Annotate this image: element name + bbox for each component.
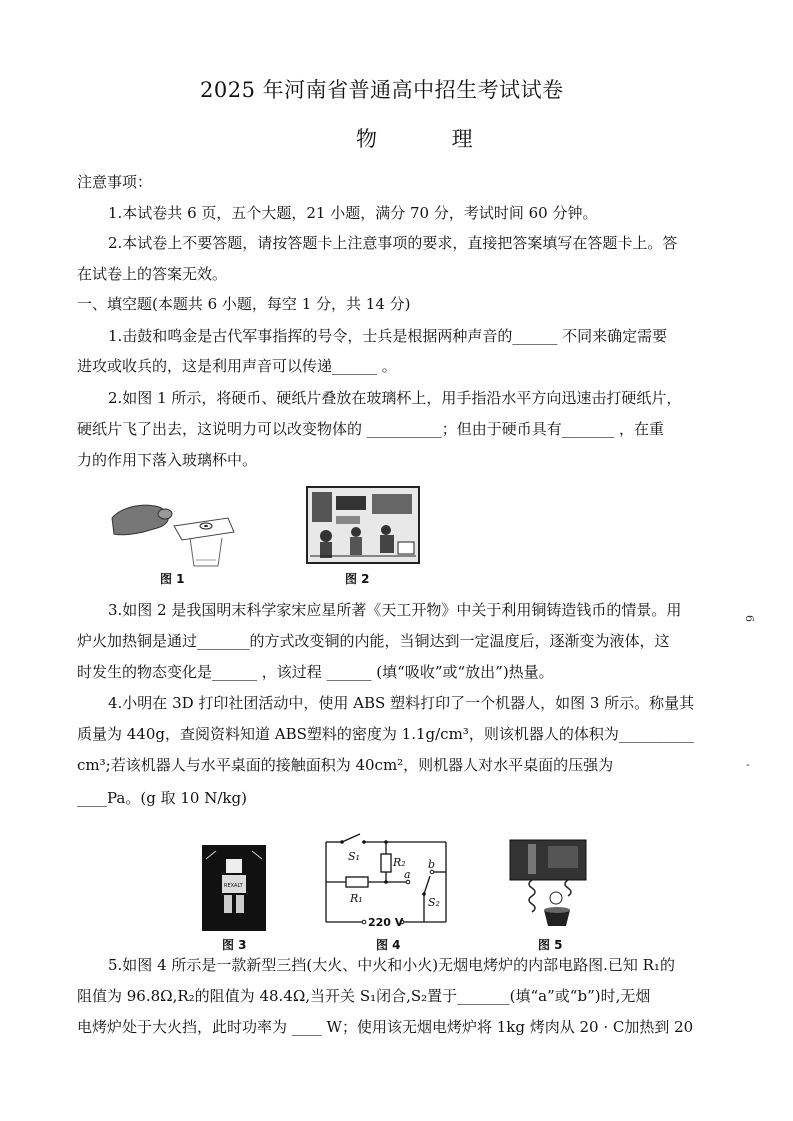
question-4-line-2: 质量为 440g，查阅资料知道 ABS塑料的密度为 1.1g/cm³，则该机器人的体积为__________ bbox=[77, 725, 694, 743]
notice-item-2-line-2: 在试卷上的答案无效。 bbox=[77, 265, 228, 283]
figure-4-b-label: b bbox=[428, 858, 436, 871]
exam-title: 2025 年河南省普通高中招生考试试卷 bbox=[200, 78, 564, 102]
question-1-line-1: 1.击鼓和鸣金是古代军事指挥的号令，士兵是根据两种声音的______ 不同来确定需要 bbox=[108, 327, 668, 345]
question-4-line-4: ____Pa。(g 取 10 N/kg) bbox=[77, 789, 247, 807]
figure-4-s2-label: S₂ bbox=[428, 896, 440, 909]
margin-mark-2: - bbox=[746, 758, 750, 771]
figure-3-label: REXALT bbox=[224, 883, 243, 889]
figure-4-voltage-label: 220 V bbox=[368, 916, 404, 929]
figure-2-caption: 图 2 bbox=[345, 572, 370, 586]
notice-item-2-line-1: 2.本试卷上不要答题，请按答题卡上注意事项的要求，直接把答案填写在答题卡上。答 bbox=[108, 234, 678, 252]
question-2-line-1: 2.如图 1 所示，将硬币、硬纸片叠放在玻璃杯上，用手指沿水平方向迅速击打硬纸片， bbox=[108, 389, 682, 407]
figure-2-image bbox=[306, 486, 420, 564]
question-3-line-1: 3.如图 2 是我国明末科学家宋应星所著《天工开物》中关于利用铜铸造钱币的情景。用 bbox=[108, 601, 682, 619]
question-1-line-2: 进攻或收兵的，这是利用声音可以传递______ 。 bbox=[77, 357, 397, 375]
question-2-line-2: 硬纸片飞了出去，这说明力可以改变物体的 __________；但由于硬币具有_______ ，在重 bbox=[77, 420, 665, 438]
section-heading: 一、填空题(本题共 6 小题，每空 1 分，共 14 分) bbox=[77, 295, 411, 313]
margin-mark-1: 6 bbox=[743, 615, 756, 622]
question-4-line-3: cm³;若该机器人与水平桌面的接触面积为 40cm²，则机器人对水平桌面的压强为 bbox=[77, 756, 614, 774]
figure-1-caption: 图 1 bbox=[160, 572, 185, 586]
notice-heading: 注意事项： bbox=[77, 173, 153, 191]
figure-4-a-label: a bbox=[404, 868, 411, 881]
question-5-line-2: 阻值为 96.8Ω,R₂的阻值为 48.4Ω,当开关 S₁闭合,S₂置于_______(填“a”或“b”)时,无烟 bbox=[77, 987, 651, 1005]
figure-3-caption: 图 3 bbox=[222, 938, 247, 952]
question-5-line-1: 5.如图 4 所示是一款新型三挡(大火、中火和小火)无烟电烤炉的内部电路图.已知 R₁的 bbox=[108, 956, 675, 974]
figure-4-caption: 图 4 bbox=[376, 938, 401, 952]
figure-4-circuit-diagram bbox=[320, 832, 452, 934]
question-5-line-3: 电烤炉处于大火挡，此时功率为 ____ W；使用该无烟电烤炉将 1kg 烤肉从 20 · C加热到 20 bbox=[77, 1018, 694, 1036]
figure-3-image bbox=[202, 845, 266, 931]
question-3-line-3: 时发生的物态变化是______ ，该过程 ______ (填“吸收”或“放出”)热量。 bbox=[77, 663, 554, 681]
figure-4-s1-label: S₁ bbox=[348, 850, 360, 863]
figure-1-image bbox=[110, 488, 240, 568]
figure-4-r1-label: R₁ bbox=[350, 892, 363, 905]
question-3-line-2: 炉火加热铜是通过_______的方式改变铜的内能，当铜达到一定温度后，逐渐变为液体，这 bbox=[77, 632, 670, 650]
question-4-line-1: 4.小明在 3D 打印社团活动中，使用 ABS 塑料打印了一个机器人，如图 3 所示。称量其 bbox=[108, 694, 695, 712]
question-2-line-3: 力的作用下落入玻璃杯中。 bbox=[77, 451, 258, 469]
figure-5-image bbox=[508, 838, 588, 930]
notice-item-1: 1.本试卷共 6 页，五个大题，21 小题，满分 70 分，考试时间 60 分钟。 bbox=[108, 204, 598, 222]
figure-4-r2-label: R₂ bbox=[393, 856, 406, 869]
subject-title: 物 理 bbox=[356, 127, 507, 151]
figure-5-caption: 图 5 bbox=[538, 938, 563, 952]
